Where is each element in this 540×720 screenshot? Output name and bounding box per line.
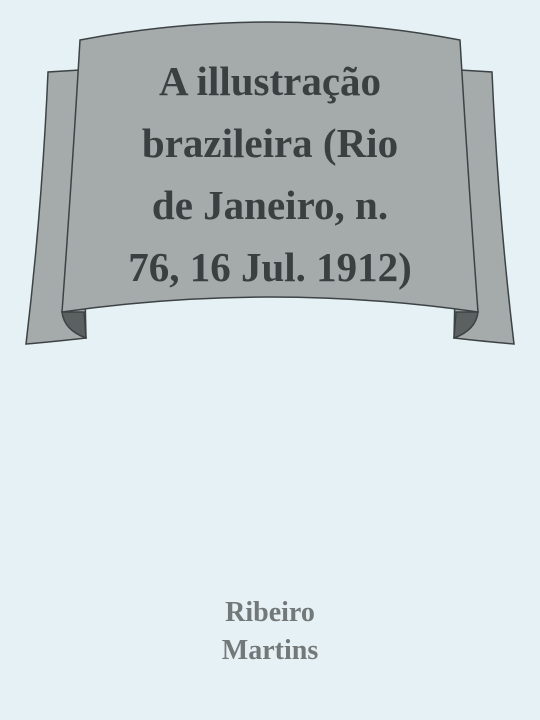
book-title-line: de Janeiro, n. (151, 182, 389, 228)
book-title-line: brazileira (Rio (141, 120, 399, 166)
book-author-line: Martins (221, 635, 319, 666)
book-author-line: Ribeiro (225, 597, 315, 628)
book-title-line: 76, 16 Jul. 1912) (128, 244, 412, 290)
book-author (120, 594, 420, 670)
book-title (70, 50, 470, 298)
book-title-line: A illustração (158, 58, 382, 104)
